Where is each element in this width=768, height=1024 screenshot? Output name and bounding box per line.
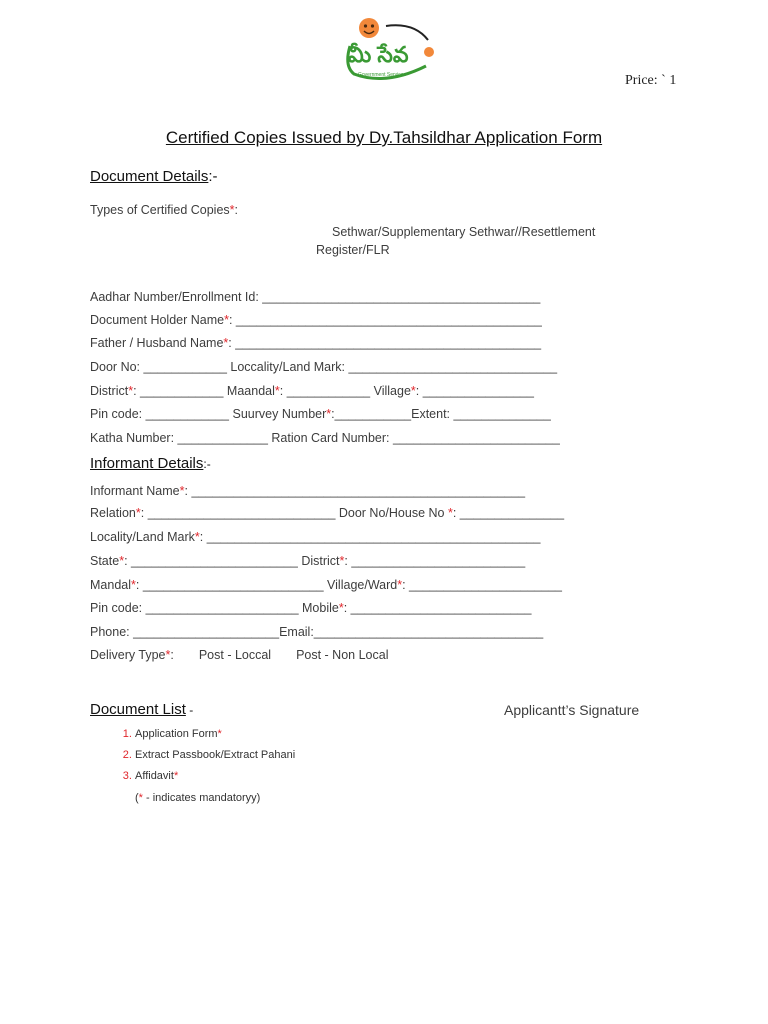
applicant-signature-label: Applicantt’s Signature [504, 702, 640, 718]
types-of-copies-value: Sethwar/Supplementary Sethwar//Resettlement Register/FLR [316, 225, 596, 257]
pin-mobile-field[interactable]: Pin code: ______________________ Mobile*: __________________________ [90, 601, 532, 615]
relation-door-field[interactable]: Relation*: ___________________________ Door No/House No *: _______________ [90, 506, 565, 520]
mandatory-note: (* - indicates mandatoryy) [135, 792, 261, 804]
price-label: Price: ` 1 [625, 73, 677, 88]
mandal-village-field[interactable]: Mandal*: __________________________ Village/Ward*: ______________________ [90, 578, 562, 592]
phone-email-field[interactable]: Phone: _____________________Email:_________________________________ [90, 625, 544, 639]
meeseva-logo [336, 16, 438, 86]
list-item: 3. Affidavit* [135, 768, 295, 789]
pin-survey-extent-field[interactable]: Pin code: ____________ Suurvey Number*:___________Extent: ______________ [90, 407, 551, 421]
door-locality-field[interactable]: Door No: ____________ Loccality/Land Mark: ______________________________ [90, 360, 558, 374]
list-item: 2. Extract Passbook/Extract Pahani [135, 747, 295, 768]
document-list-heading: Document List - [90, 701, 194, 718]
informant-details-heading: Informant Details:- [90, 455, 211, 472]
document-details-heading: Document Details:- [90, 168, 218, 185]
katha-ration-field[interactable]: Katha Number: _____________ Ration Card Number: ________________________ [90, 431, 560, 445]
list-item: 1. Application Form* [135, 726, 295, 747]
logo-text: మీ సేవ [348, 42, 409, 67]
aadhar-field[interactable]: Aadhar Number/Enrollment Id: ________________________________________ [90, 290, 541, 304]
types-of-copies-label: Types of Certified Copies*: [90, 203, 239, 217]
form-title: Certified Copies Issued by Dy.Tahsildhar Application Form [165, 128, 603, 147]
father-husband-name-field[interactable]: Father / Husband Name*: ____________________________________________ [90, 336, 542, 350]
document-list [90, 726, 295, 789]
document-holder-name-field[interactable]: Document Holder Name*: ____________________________________________ [90, 313, 542, 327]
informant-name-field[interactable]: Informant Name*: ________________________________________________ [90, 484, 526, 498]
delivery-type-field: Delivery Type*: Post - Loccal Post - Non Local [90, 648, 389, 662]
delivery-nonlocal-option[interactable]: Post - Non Local [296, 648, 389, 662]
informant-locality-field[interactable]: Locality/Land Mark*: ________________________________________________ [90, 530, 541, 544]
state-district-field[interactable]: State*: ________________________ District*: _________________________ [90, 554, 526, 568]
delivery-local-option[interactable]: Post - Loccal [198, 648, 272, 662]
logo-tagline: Government Services [358, 72, 407, 78]
district-mandal-village-field[interactable]: District*: ____________ Maandal*: ____________ Village*: ________________ [90, 384, 534, 398]
